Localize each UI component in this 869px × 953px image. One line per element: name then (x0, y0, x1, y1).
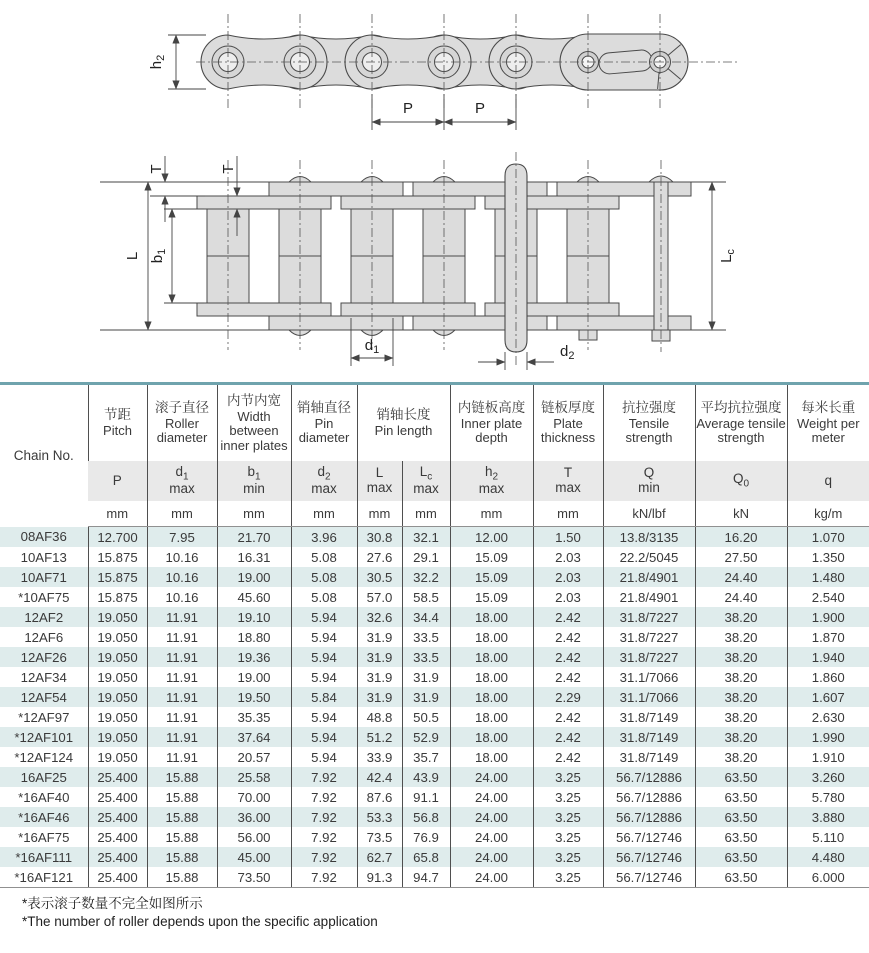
value-cell: 33.5 (402, 627, 450, 647)
column-group-header: 抗拉强度 Tensile strength (603, 384, 695, 462)
dimension-t-outer (148, 156, 205, 222)
dimension-lc (712, 182, 737, 330)
value-cell: 2.42 (533, 727, 603, 747)
value-cell: 5.94 (291, 607, 357, 627)
symbol-header: $Q_0$ (695, 461, 787, 501)
value-cell: 56.7/12746 (603, 827, 695, 847)
symbol-header: $b_1$ min (217, 461, 291, 501)
value-cell: 31.8/7149 (603, 707, 695, 727)
unit-cell: kN (695, 501, 787, 527)
value-cell: 2.540 (787, 587, 869, 607)
unit-cell: mm (450, 501, 533, 527)
chain-no-cell: *16AF75 (18, 829, 70, 845)
value-cell: 1.607 (787, 687, 869, 707)
value-cell: 24.00 (450, 847, 533, 867)
value-cell: 5.94 (291, 647, 357, 667)
value-cell: 56.8 (402, 807, 450, 827)
dimension-pitch (372, 94, 516, 130)
value-cell: 15.875 (88, 567, 147, 587)
value-cell: 2.42 (533, 607, 603, 627)
value-cell: 45.60 (217, 587, 291, 607)
chain-no-cell: *16AF46 (18, 809, 70, 825)
value-cell: 91.1 (402, 787, 450, 807)
table-row (0, 587, 869, 607)
value-cell: 56.7/12886 (603, 787, 695, 807)
value-cell: 2.42 (533, 647, 603, 667)
value-cell: 63.50 (695, 767, 787, 787)
value-cell: 30.8 (357, 527, 402, 548)
value-cell: 31.9 (402, 687, 450, 707)
value-cell: 3.880 (787, 807, 869, 827)
unit-cell: mm (291, 501, 357, 527)
value-cell: 18.00 (450, 607, 533, 627)
dimension-label-b1: $b_1$ (149, 248, 168, 264)
column-group-header: 每米长重 Weight per meter (787, 384, 869, 462)
unit-cell: kN/lbf (603, 501, 695, 527)
value-cell: 24.00 (450, 867, 533, 888)
value-cell: 31.9 (357, 627, 402, 647)
value-cell: 15.88 (147, 867, 217, 888)
value-cell: 76.9 (402, 827, 450, 847)
value-cell: 10.16 (147, 547, 217, 567)
value-cell: 31.9 (357, 667, 402, 687)
value-cell: 35.35 (217, 707, 291, 727)
column-group-header: 链板厚度 Plate thickness (533, 384, 603, 462)
value-cell: 1.900 (787, 607, 869, 627)
dimension-label-d1: $d_1$ (364, 337, 380, 356)
value-cell: 1.350 (787, 547, 869, 567)
dimension-d2 (478, 343, 574, 370)
value-cell: 18.00 (450, 627, 533, 647)
value-cell: 15.88 (147, 767, 217, 787)
value-cell: 31.8/7149 (603, 727, 695, 747)
value-cell: 19.00 (217, 667, 291, 687)
table-row (0, 847, 869, 867)
symbol-header: Q min (603, 461, 695, 501)
value-cell: 5.94 (291, 707, 357, 727)
chain-no-cell: *12AF124 (14, 749, 74, 765)
value-cell: 57.0 (357, 587, 402, 607)
chain-no-cell: 12AF26 (20, 649, 67, 665)
table-row (0, 867, 869, 888)
value-cell: 56.7/12746 (603, 867, 695, 888)
value-cell: 1.940 (787, 647, 869, 667)
spec-table (0, 382, 869, 888)
value-cell: 1.990 (787, 727, 869, 747)
value-cell: 7.92 (291, 787, 357, 807)
value-cell: 56.7/12886 (603, 807, 695, 827)
value-cell: 5.08 (291, 567, 357, 587)
value-cell: 31.8/7227 (603, 647, 695, 667)
value-cell: 24.00 (450, 807, 533, 827)
unit-cell: mm (402, 501, 450, 527)
value-cell: 1.910 (787, 747, 869, 767)
value-cell: 31.9 (357, 687, 402, 707)
value-cell: 33.5 (402, 647, 450, 667)
value-cell: 21.70 (217, 527, 291, 548)
value-cell: 48.8 (357, 707, 402, 727)
value-cell: 10.16 (147, 567, 217, 587)
dimension-l (124, 182, 148, 330)
value-cell: 5.94 (291, 667, 357, 687)
value-cell: 19.050 (88, 747, 147, 767)
symbol-header: $h_2$ max (450, 461, 533, 501)
symbol-header: T max (533, 461, 603, 501)
table-row (0, 747, 869, 767)
chain-no-cell: 12AF34 (20, 669, 67, 685)
value-cell: 27.6 (357, 547, 402, 567)
value-cell: 18.00 (450, 707, 533, 727)
value-cell: 2.42 (533, 667, 603, 687)
table-row (0, 787, 869, 807)
symbol-header: L max (357, 461, 402, 501)
value-cell: 3.96 (291, 527, 357, 548)
unit-cell: mm (533, 501, 603, 527)
chain-no-cell: 10AF13 (20, 549, 67, 565)
value-cell: 65.8 (402, 847, 450, 867)
unit-cell: mm (357, 501, 402, 527)
value-cell: 94.7 (402, 867, 450, 888)
value-cell: 51.2 (357, 727, 402, 747)
value-cell: 5.84 (291, 687, 357, 707)
symbol-header: $d_1$ max (147, 461, 217, 501)
table-row (0, 707, 869, 727)
dimension-label-l: L (124, 251, 141, 261)
value-cell: 2.42 (533, 627, 603, 647)
value-cell: 11.91 (147, 647, 217, 667)
value-cell: 31.1/7066 (603, 667, 695, 687)
value-cell: 25.400 (88, 807, 147, 827)
value-cell: 25.400 (88, 867, 147, 888)
unit-cell: mm (217, 501, 291, 527)
value-cell: 7.92 (291, 767, 357, 787)
value-cell: 18.00 (450, 647, 533, 667)
value-cell: 27.50 (695, 547, 787, 567)
value-cell: 30.5 (357, 567, 402, 587)
value-cell: 38.20 (695, 707, 787, 727)
value-cell: 5.110 (787, 827, 869, 847)
value-cell: 53.3 (357, 807, 402, 827)
value-cell: 63.50 (695, 827, 787, 847)
table-row (0, 547, 869, 567)
chain-side-view-diagram (148, 14, 740, 130)
value-cell: 58.5 (402, 587, 450, 607)
value-cell: 7.95 (147, 527, 217, 548)
value-cell: 35.7 (402, 747, 450, 767)
value-cell: 36.00 (217, 807, 291, 827)
value-cell: 15.88 (147, 787, 217, 807)
value-cell: 3.25 (533, 807, 603, 827)
value-cell: 87.6 (357, 787, 402, 807)
value-cell: 18.00 (450, 687, 533, 707)
value-cell: 10.16 (147, 587, 217, 607)
value-cell: 38.20 (695, 687, 787, 707)
value-cell: 1.860 (787, 667, 869, 687)
chain-plan-view-diagram (100, 152, 737, 370)
centerlines (196, 14, 740, 110)
spec-table-head (0, 384, 869, 527)
table-row (0, 567, 869, 587)
value-cell: 5.780 (787, 787, 869, 807)
chain-no-cell: 12AF6 (24, 629, 64, 645)
dimension-label-p1: P (402, 100, 414, 117)
value-cell: 19.050 (88, 627, 147, 647)
dimension-label-lc: $L_c$ (718, 249, 737, 263)
value-cell: 3.25 (533, 867, 603, 888)
value-cell: 32.6 (357, 607, 402, 627)
value-cell: 16.31 (217, 547, 291, 567)
value-cell: 18.00 (450, 747, 533, 767)
value-cell: 1.870 (787, 627, 869, 647)
chain-no-cell: *12AF97 (18, 709, 70, 725)
value-cell: 25.400 (88, 767, 147, 787)
value-cell: 63.50 (695, 807, 787, 827)
chain-no-cell: 10AF71 (20, 569, 67, 585)
value-cell: 38.20 (695, 747, 787, 767)
chain-no-header: Chain No. (13, 448, 74, 464)
chain-no-cell: *12AF101 (14, 729, 74, 745)
value-cell: 3.25 (533, 827, 603, 847)
value-cell: 15.875 (88, 587, 147, 607)
value-cell: 2.42 (533, 747, 603, 767)
value-cell: 7.92 (291, 847, 357, 867)
value-cell: 1.480 (787, 567, 869, 587)
value-cell: 38.20 (695, 667, 787, 687)
value-cell: 56.00 (217, 827, 291, 847)
table-row (0, 807, 869, 827)
column-group-header: 销轴长度 Pin length (357, 384, 450, 462)
value-cell: 11.91 (147, 707, 217, 727)
value-cell: 2.03 (533, 567, 603, 587)
footnote-en: *The number of roller depends upon the specific application (22, 914, 378, 930)
chain-no-cell: 12AF2 (24, 609, 64, 625)
dimension-label-h2: $h_2$ (148, 54, 167, 70)
chain-drawing-svg (0, 0, 869, 380)
value-cell: 19.36 (217, 647, 291, 667)
value-cell: 52.9 (402, 727, 450, 747)
value-cell: 24.40 (695, 567, 787, 587)
value-cell: 19.050 (88, 687, 147, 707)
value-cell: 5.94 (291, 727, 357, 747)
dimension-label-t2: T (220, 164, 237, 174)
table-row (0, 727, 869, 747)
value-cell: 15.88 (147, 827, 217, 847)
column-group-header: 销轴直径 Pin diameter (291, 384, 357, 462)
value-cell: 2.03 (533, 547, 603, 567)
value-cell: 6.000 (787, 867, 869, 888)
value-cell: 50.5 (402, 707, 450, 727)
value-cell: 3.260 (787, 767, 869, 787)
value-cell: 12.00 (450, 527, 533, 548)
value-cell: 19.050 (88, 667, 147, 687)
value-cell: 37.64 (217, 727, 291, 747)
value-cell: 25.400 (88, 847, 147, 867)
footnotes (0, 888, 869, 931)
value-cell: 11.91 (147, 747, 217, 767)
value-cell: 63.50 (695, 787, 787, 807)
symbol-header: q (787, 461, 869, 501)
table-row (0, 647, 869, 667)
chain-no-cell: *10AF75 (18, 589, 70, 605)
value-cell: 31.9 (357, 647, 402, 667)
value-cell: 22.2/5045 (603, 547, 695, 567)
value-cell: 2.630 (787, 707, 869, 727)
dimension-label-p2: P (474, 100, 486, 117)
value-cell: 31.9 (402, 667, 450, 687)
value-cell: 19.050 (88, 607, 147, 627)
value-cell: 11.91 (147, 687, 217, 707)
value-cell: 43.9 (402, 767, 450, 787)
value-cell: 15.88 (147, 807, 217, 827)
value-cell: 73.50 (217, 867, 291, 888)
column-group-header: 内链板高度 Inner plate depth (450, 384, 533, 462)
value-cell: 73.5 (357, 827, 402, 847)
value-cell: 34.4 (402, 607, 450, 627)
value-cell: 31.8/7227 (603, 607, 695, 627)
dimension-label-d2: $d_2$ (560, 343, 575, 362)
value-cell: 18.80 (217, 627, 291, 647)
column-group-header: 平均抗拉强度 Average tensile strength (695, 384, 787, 462)
value-cell: 5.94 (291, 747, 357, 767)
value-cell: 15.09 (450, 587, 533, 607)
value-cell: 5.94 (291, 627, 357, 647)
value-cell: 70.00 (217, 787, 291, 807)
value-cell: 63.50 (695, 867, 787, 888)
value-cell: 4.480 (787, 847, 869, 867)
dimension-b1 (149, 209, 204, 303)
value-cell: 19.050 (88, 647, 147, 667)
value-cell: 63.50 (695, 847, 787, 867)
value-cell: 7.92 (291, 807, 357, 827)
value-cell: 42.4 (357, 767, 402, 787)
value-cell: 31.1/7066 (603, 687, 695, 707)
value-cell: 13.8/3135 (603, 527, 695, 548)
table-row (0, 687, 869, 707)
chain-no-cell: 12AF54 (20, 689, 67, 705)
value-cell: 19.10 (217, 607, 291, 627)
value-cell: 19.050 (88, 707, 147, 727)
value-cell: 33.9 (357, 747, 402, 767)
table-row (0, 607, 869, 627)
value-cell: 24.00 (450, 827, 533, 847)
value-cell: 15.875 (88, 547, 147, 567)
symbol-header: P (88, 461, 147, 501)
value-cell: 20.57 (217, 747, 291, 767)
value-cell: 38.20 (695, 727, 787, 747)
value-cell: 18.00 (450, 667, 533, 687)
value-cell: 31.8/7149 (603, 747, 695, 767)
value-cell: 25.400 (88, 827, 147, 847)
value-cell: 5.08 (291, 547, 357, 567)
chain-diagrams (0, 0, 869, 380)
value-cell: 5.08 (291, 587, 357, 607)
chain-no-cell: 08AF36 (20, 529, 67, 545)
unit-cell: mm (88, 501, 147, 527)
value-cell: 29.1 (402, 547, 450, 567)
chain-no-cell: *16AF121 (0, 867, 88, 888)
table-row (0, 627, 869, 647)
symbol-header: $L_c$ max (402, 461, 450, 501)
value-cell: 24.00 (450, 767, 533, 787)
value-cell: 25.58 (217, 767, 291, 787)
table-row (0, 827, 869, 847)
value-cell: 38.20 (695, 627, 787, 647)
value-cell: 19.050 (88, 727, 147, 747)
column-group-header: 滚子直径 Roller diameter (147, 384, 217, 462)
value-cell: 11.91 (147, 667, 217, 687)
value-cell: 19.50 (217, 687, 291, 707)
value-cell: 7.92 (291, 827, 357, 847)
value-cell: 31.8/7227 (603, 627, 695, 647)
value-cell: 24.40 (695, 587, 787, 607)
value-cell: 2.03 (533, 587, 603, 607)
value-cell: 3.25 (533, 847, 603, 867)
value-cell: 7.92 (291, 867, 357, 888)
unit-cell: mm (147, 501, 217, 527)
value-cell: 15.88 (147, 847, 217, 867)
table-row (0, 667, 869, 687)
value-cell: 32.1 (402, 527, 450, 548)
footnote-cn: *表示滚子数量不完全如图所示 (22, 896, 203, 911)
value-cell: 18.00 (450, 727, 533, 747)
symbol-header: $d_2$ max (291, 461, 357, 501)
value-cell: 56.7/12746 (603, 847, 695, 867)
value-cell: 15.09 (450, 547, 533, 567)
table-row (0, 767, 869, 787)
chain-no-cell: 16AF25 (20, 769, 67, 785)
value-cell: 2.29 (533, 687, 603, 707)
value-cell: 11.91 (147, 627, 217, 647)
chain-no-cell: *16AF111 (15, 849, 73, 865)
dimension-label-t1: T (148, 164, 165, 174)
value-cell: 1.50 (533, 527, 603, 548)
value-cell: 3.25 (533, 787, 603, 807)
column-group-header: 内节内宽 Width between inner plates (217, 384, 291, 462)
plan-rollers (207, 209, 609, 303)
value-cell: 3.25 (533, 767, 603, 787)
value-cell: 19.00 (217, 567, 291, 587)
value-cell: 1.070 (787, 527, 869, 548)
value-cell: 38.20 (695, 607, 787, 627)
value-cell: 56.7/12886 (603, 767, 695, 787)
column-group-header: 节距 Pitch (88, 384, 147, 462)
unit-cell: kg/m (787, 501, 869, 527)
value-cell: 11.91 (147, 727, 217, 747)
value-cell: 32.2 (402, 567, 450, 587)
value-cell: 12.700 (88, 527, 147, 548)
value-cell: 24.00 (450, 787, 533, 807)
spec-table-body (0, 527, 869, 888)
value-cell: 62.7 (357, 847, 402, 867)
value-cell: 15.09 (450, 567, 533, 587)
value-cell: 38.20 (695, 647, 787, 667)
chain-no-cell: *16AF40 (18, 789, 70, 805)
value-cell: 16.20 (695, 527, 787, 548)
value-cell: 11.91 (147, 607, 217, 627)
value-cell: 45.00 (217, 847, 291, 867)
value-cell: 21.8/4901 (603, 587, 695, 607)
value-cell: 21.8/4901 (603, 567, 695, 587)
value-cell: 2.42 (533, 707, 603, 727)
table-row (0, 527, 869, 548)
value-cell: 91.3 (357, 867, 402, 888)
value-cell: 25.400 (88, 787, 147, 807)
